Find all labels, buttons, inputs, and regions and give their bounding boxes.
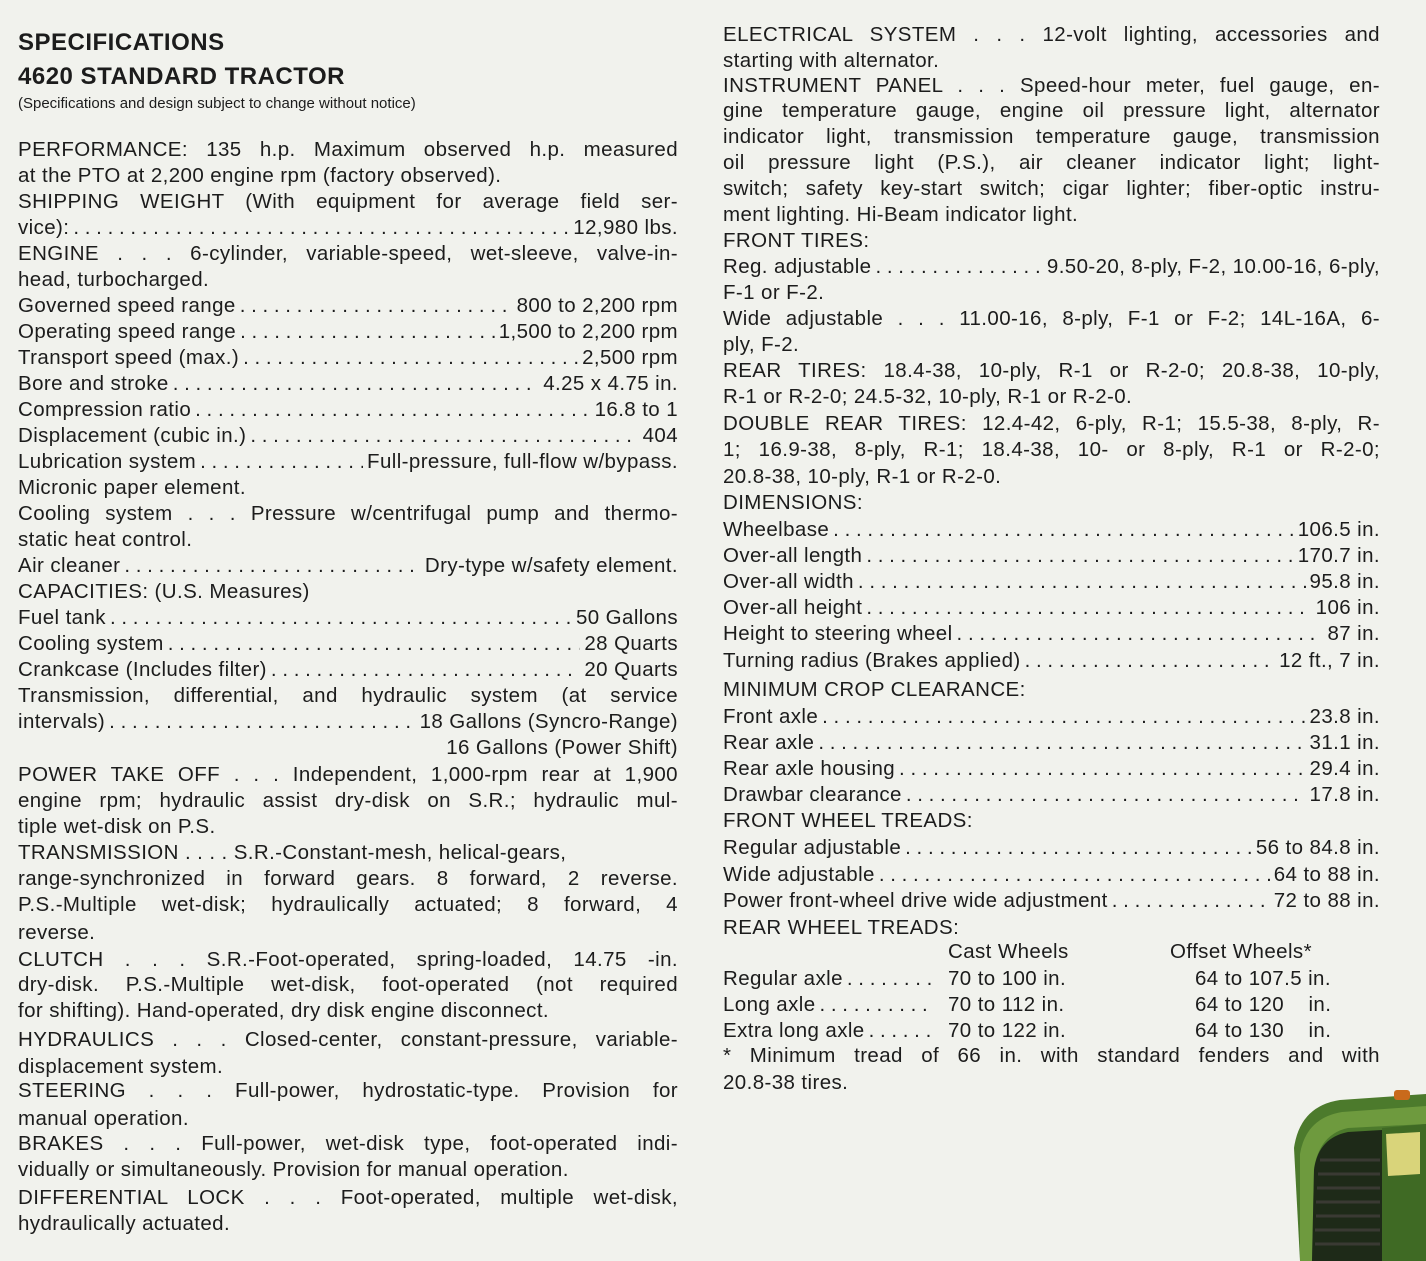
spec-label: Air cleaner [18, 554, 121, 577]
spec-line: R-1 or R-2-0; 24.5-32, 10-ply, R-1 or R-2-0. [723, 385, 1133, 408]
spec-line: BRAKES . . . Full-power, wet-disk type, foot-operated indi- [18, 1132, 678, 1155]
spec-label: Front axle [723, 705, 819, 728]
spec-value: 17.8 in. [1309, 783, 1380, 806]
spec-row-bore-stroke [18, 371, 678, 397]
spec-label: Over-all height [723, 596, 863, 619]
spec-row-operating-speed [18, 319, 678, 345]
dot-leader [240, 293, 513, 319]
spec-value: 23.8 in. [1309, 705, 1380, 728]
spec-line: SHIPPING WEIGHT (With equipment for average field ser- [18, 190, 678, 213]
spec-line: head, turbocharged. [18, 268, 210, 291]
spec-label: Over-all width [723, 570, 854, 593]
spec-value: 50 Gallons [575, 606, 678, 629]
dot-leader [822, 704, 1305, 730]
spec-row-overall-height [723, 595, 1380, 621]
spec-value: 87 in. [1327, 622, 1380, 645]
spec-label: intervals) [18, 710, 106, 733]
spec-line: Transmission, differential, and hydraulic system (at service [18, 684, 678, 707]
spec-line: POWER TAKE OFF . . . Independent, 1,000-rpm rear at 1,900 [18, 763, 678, 786]
spec-row-rear-axle [723, 730, 1380, 756]
spec-line: ENGINE . . . 6-cylinder, variable-speed, wet-sleeve, valve-in- [18, 242, 678, 265]
spec-value: 95.8 in. [1309, 570, 1380, 593]
spec-line: REAR TIRES: 18.4-38, 10-ply, R-1 or R-2-0; 20.8-38, 10-ply, [723, 359, 1380, 382]
spec-row-fuel-tank [18, 605, 678, 631]
spec-row-lubrication [18, 449, 678, 475]
spec-line: PERFORMANCE: 135 h.p. Maximum observed h.p. measured [18, 138, 678, 161]
spec-line: tiple wet-disk on P.S. [18, 815, 216, 838]
dot-leader [847, 966, 931, 992]
spec-value: Full-pressure, full-flow w/bypass. [367, 450, 678, 473]
footnote: 20.8-38 tires. [723, 1071, 849, 1094]
spec-label: Displacement (cubic in.) [18, 424, 247, 447]
spec-label: Crankcase (Includes filter) [18, 658, 267, 681]
spec-value: 12 ft., 7 in. [1279, 649, 1380, 672]
spec-row-cooling-capacity [18, 631, 678, 657]
spec-value: 29.4 in. [1309, 757, 1380, 780]
spec-value: 56 to 84.8 in. [1255, 836, 1380, 859]
spec-value: 404 [642, 424, 678, 447]
spec-line: HYDRAULICS . . . Closed-center, constant-pressure, variable- [18, 1028, 678, 1051]
spec-label: Drawbar clearance [723, 783, 902, 806]
table-row [723, 992, 935, 1018]
dot-leader [124, 553, 421, 579]
spec-line: reverse. [18, 921, 96, 944]
spec-line: engine rpm; hydraulic assist dry-disk on S.R.; hydraulic mul- [18, 789, 678, 812]
spec-value: 2,500 rpm [582, 346, 678, 369]
dot-leader [168, 631, 581, 657]
spec-line: ELECTRICAL SYSTEM . . . 12-volt lighting, accessories and [723, 23, 1380, 46]
spec-line: Cooling system . . . Pressure w/centrifugal pump and thermo- [18, 502, 678, 525]
dot-leader [899, 756, 1306, 782]
spec-row-reg-adjustable-tires [723, 254, 1380, 280]
spec-line: 1; 16.9-38, 8-ply, R-1; 18.4-38, 10- or 8-ply, R-1 or R-2-0; [723, 438, 1380, 461]
spec-value: 72 to 88 in. [1273, 889, 1380, 912]
spec-line: hydraulically actuated. [18, 1212, 231, 1235]
offset-value: 64 to 130 in. [1195, 1019, 1332, 1042]
table-row [723, 1018, 935, 1044]
dot-leader [905, 835, 1252, 861]
dot-leader [866, 543, 1293, 569]
cast-value: 70 to 122 in. [948, 1019, 1067, 1042]
spec-label: Height to steering wheel [723, 622, 953, 645]
spec-row-steering-height [723, 621, 1380, 647]
spec-label: Wheelbase [723, 518, 830, 541]
dot-leader [200, 449, 363, 475]
spec-line: dry-disk. P.S.-Multiple wet-disk, foot-operated (not required [18, 973, 678, 996]
section-heading: CAPACITIES: (U.S. Measures) [18, 580, 310, 603]
spec-label: Power front-wheel drive wide adjustment [723, 889, 1108, 912]
spec-value: 64 to 88 in. [1273, 863, 1380, 886]
spec-value: 106 in. [1315, 596, 1380, 619]
dot-leader [957, 621, 1324, 647]
spec-row-displacement [18, 423, 678, 449]
dot-leader [110, 605, 572, 631]
spec-line: oil pressure light (P.S.), air cleaner indicator light; light- [723, 151, 1380, 174]
cast-value: 70 to 100 in. [948, 967, 1067, 990]
spec-value: 170.7 in. [1297, 544, 1380, 567]
page-subtitle: 4620 STANDARD TRACTOR [18, 63, 345, 90]
spec-line: for shifting). Hand-operated, dry disk engine disconnect. [18, 999, 550, 1022]
section-heading: MINIMUM CROP CLEARANCE: [723, 678, 1026, 701]
dot-leader [73, 215, 569, 241]
spec-row-overall-length [723, 543, 1380, 569]
dot-leader [818, 730, 1305, 756]
spec-row-wheelbase [723, 517, 1380, 543]
offset-value: 64 to 107.5 in. [1195, 967, 1331, 990]
spec-line: CLUTCH . . . S.R.-Foot-operated, spring-loaded, 14.75 -in. [18, 948, 678, 971]
spec-row-transport-speed [18, 345, 678, 371]
spec-value: 16 Gallons (Power Shift) [446, 736, 678, 759]
spec-label: Regular adjustable [723, 836, 902, 859]
spec-line: Micronic paper element. [18, 476, 246, 499]
spec-label: Governed speed range [18, 294, 236, 317]
spec-line: manual operation. [18, 1107, 189, 1130]
offset-value: 64 to 120 in. [1195, 993, 1332, 1016]
axle-label: Regular axle [723, 967, 843, 990]
spec-row-crankcase [18, 657, 678, 683]
dot-leader [250, 423, 638, 449]
dot-leader [243, 345, 578, 371]
dot-leader [1112, 888, 1270, 914]
axle-label: Long axle [723, 993, 816, 1016]
spec-label: Over-all length [723, 544, 863, 567]
dot-leader [858, 569, 1306, 595]
spec-row-drawbar-clearance [723, 782, 1380, 808]
axle-label: Extra long axle [723, 1019, 865, 1042]
spec-line: INSTRUMENT PANEL . . . Speed-hour meter, fuel gauge, en- [723, 74, 1380, 97]
section-heading: FRONT WHEEL TREADS: [723, 809, 973, 832]
spec-row-governed-speed [18, 293, 678, 319]
spec-line: displacement system. [18, 1055, 224, 1078]
spec-row-turning-radius [723, 648, 1380, 674]
spec-line: DIFFERENTIAL LOCK . . . Foot-operated, multiple wet-disk, [18, 1186, 678, 1209]
dot-leader [195, 397, 590, 423]
dot-leader [173, 371, 539, 397]
spec-label: Cooling system [18, 632, 164, 655]
dot-leader [869, 1018, 931, 1044]
spec-value: 12,980 lbs. [573, 216, 678, 239]
spec-label: Lubrication system [18, 450, 197, 473]
spec-value: 20 Quarts [584, 658, 678, 681]
table-row [723, 966, 935, 992]
dot-leader [875, 254, 1042, 280]
spec-label: Turning radius (Brakes applied) [723, 649, 1021, 672]
spec-label: Operating speed range [18, 320, 237, 343]
spec-line: F-1 or F-2. [723, 281, 825, 304]
spec-value: 4.25 x 4.75 in. [543, 372, 678, 395]
spec-value: 16.8 to 1 [594, 398, 678, 421]
page-title: SPECIFICATIONS [18, 29, 225, 56]
spec-row-shipping-weight [18, 215, 678, 241]
spec-line: TRANSMISSION . . . . S.R.-Constant-mesh, helical-gears, [18, 841, 567, 864]
spec-row-front-axle [723, 704, 1380, 730]
dot-leader [271, 657, 580, 683]
spec-label: Wide adjustable [723, 863, 875, 886]
spec-row-compression-ratio [18, 397, 678, 423]
spec-value: 18 Gallons (Syncro-Range) [419, 710, 678, 733]
dot-leader [820, 992, 931, 1018]
spec-row-regular-adjustable-tread [723, 835, 1380, 861]
section-heading: REAR WHEEL TREADS: [723, 916, 960, 939]
spec-label: Rear axle housing [723, 757, 896, 780]
spec-row-air-cleaner [18, 553, 678, 579]
spec-line: gine temperature gauge, engine oil pressure light, alternator [723, 99, 1380, 122]
spec-row-power-front-wheel-tread [723, 888, 1380, 914]
dot-leader [833, 517, 1294, 543]
spec-line: static heat control. [18, 528, 193, 551]
spec-line: P.S.-Multiple wet-disk; hydraulically actuated; 8 forward, 4 [18, 893, 678, 916]
spec-line: 20.8-38, 10-ply, R-1 or R-2-0. [723, 465, 1002, 488]
spec-row-transmission-capacity [18, 709, 678, 735]
spec-label: Transport speed (max.) [18, 346, 240, 369]
spec-line: DOUBLE REAR TIRES: 12.4-42, 6-ply, R-1; 15.5-38, 8-ply, R- [723, 412, 1380, 435]
spec-value: 800 to 2,200 rpm [516, 294, 678, 317]
spec-label: Fuel tank [18, 606, 106, 629]
spec-label: Rear axle [723, 731, 815, 754]
spec-line: ply, F-2. [723, 333, 800, 356]
spec-line: starting with alternator. [723, 49, 940, 72]
dot-leader [866, 595, 1311, 621]
spec-line: ment lighting. Hi-Beam indicator light. [723, 203, 1079, 226]
spec-label: Bore and stroke [18, 372, 169, 395]
spec-row-rear-axle-housing [723, 756, 1380, 782]
tractor-photo [1286, 1088, 1426, 1261]
spec-label: Compression ratio [18, 398, 192, 421]
spec-value: 106.5 in. [1297, 518, 1380, 541]
spec-line: switch; safety key-start switch; cigar lighter; fiber-optic instru- [723, 177, 1380, 200]
spec-row-wide-adjustable-tread [723, 862, 1380, 888]
cast-value: 70 to 112 in. [948, 993, 1065, 1016]
section-heading: FRONT TIRES: [723, 229, 870, 252]
spec-line: indicator light, transmission temperature gauge, transmission [723, 125, 1380, 148]
section-heading: DIMENSIONS: [723, 491, 863, 514]
dot-leader [240, 319, 495, 345]
spec-value: 9.50-20, 8-ply, F-2, 10.00-16, 6-ply, [1046, 255, 1380, 278]
spec-value: Dry-type w/safety element. [424, 554, 678, 577]
spec-label: vice): [18, 216, 70, 239]
spec-row-overall-width [723, 569, 1380, 595]
spec-value: 1,500 to 2,200 rpm [498, 320, 678, 343]
dot-leader [1025, 648, 1275, 674]
spec-line: Wide adjustable . . . 11.00-16, 8-ply, F-1 or F-2; 14L-16A, 6- [723, 307, 1380, 330]
spec-label: Reg. adjustable [723, 255, 872, 278]
spec-value: 28 Quarts [584, 632, 678, 655]
dot-leader [906, 782, 1306, 808]
spec-line: at the PTO at 2,200 engine rpm (factory observed). [18, 164, 502, 187]
spec-line: STEERING . . . Full-power, hydrostatic-type. Provision for [18, 1079, 678, 1102]
spec-line: range-synchronized in forward gears. 8 forward, 2 reverse. [18, 867, 678, 890]
column-header-offset-wheels: Offset Wheels* [1170, 940, 1312, 963]
spec-line: vidually or simultaneously. Provision for manual operation. [18, 1158, 569, 1181]
dot-leader [879, 862, 1270, 888]
column-header-cast-wheels: Cast Wheels [948, 940, 1069, 963]
disclaimer-note: (Specifications and design subject to change without notice) [18, 95, 416, 112]
footnote: * Minimum tread of 66 in. with standard fenders and with [723, 1044, 1380, 1067]
dot-leader [109, 709, 415, 735]
spec-value: 31.1 in. [1309, 731, 1380, 754]
